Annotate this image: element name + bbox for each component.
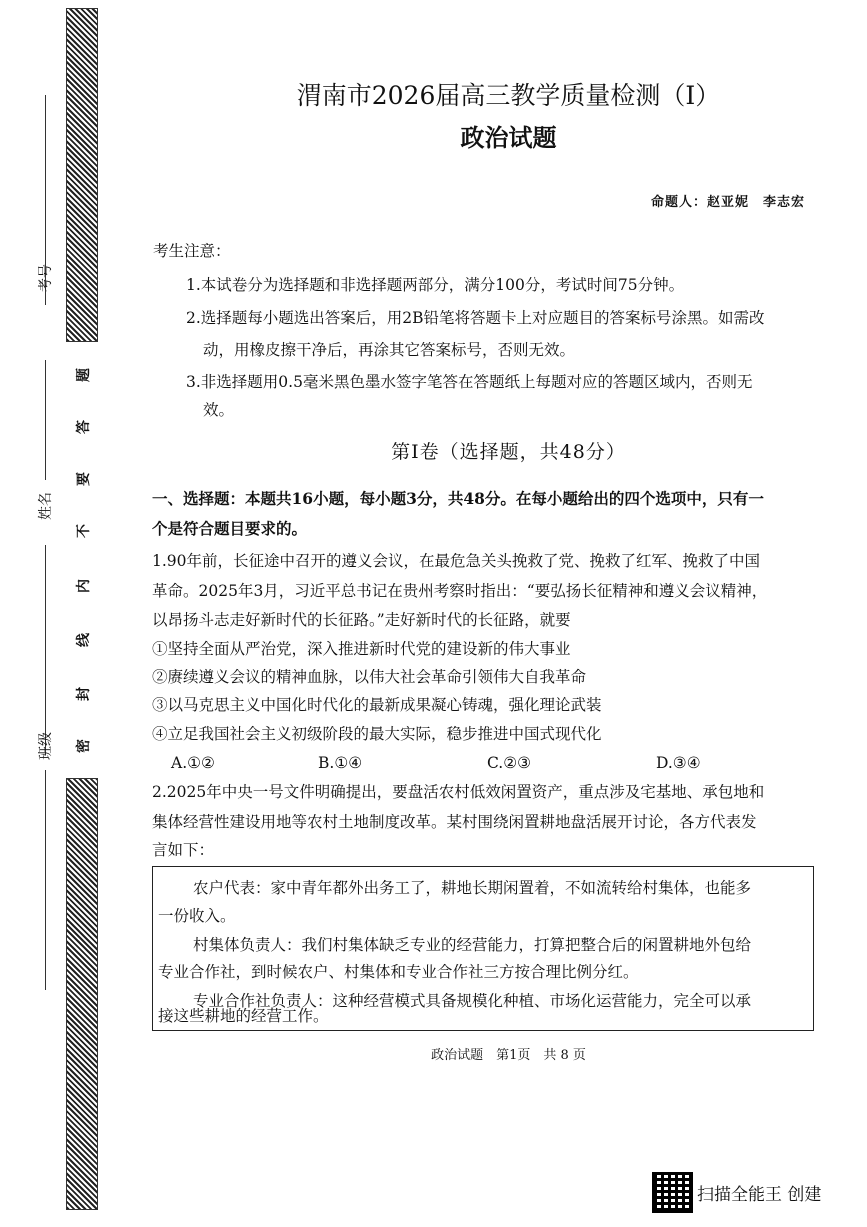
page-footer: 政治试题 第1页 共 8 页 bbox=[431, 1048, 586, 1063]
q1-option: C.②③ bbox=[487, 754, 532, 772]
notice-line: 动，用橡皮擦干净后，再涂其它答案标号，否则无效。 bbox=[203, 341, 576, 359]
xingming-underline bbox=[45, 360, 46, 480]
seal-char: 要 bbox=[76, 472, 92, 486]
banji-label: 班级 bbox=[38, 732, 54, 760]
instructions-line: 个是符合题目要求的。 bbox=[152, 519, 308, 538]
notice-line: 效。 bbox=[203, 401, 235, 419]
q1-item: ③以马克思主义中国化时代化的最新成果凝心铸魂，强化理论武装 bbox=[152, 696, 602, 714]
scanner-watermark: 扫描全能王 创建 bbox=[697, 1185, 822, 1205]
seal-char: 密 bbox=[76, 739, 92, 753]
exam-subtitle: 政治试题 bbox=[460, 123, 557, 152]
q1-option: B.①④ bbox=[318, 754, 363, 772]
q1-option: A.①② bbox=[171, 754, 215, 772]
q2-stem: 集体经营性建设用地等农村土地制度改革。某村围绕闲置耕地盘活展开讨论，各方代表发 bbox=[152, 813, 757, 831]
q1-stem: 革命。2025年3月，习近平总书记在贵州考察时指出：“要弘扬长征精神和遵义会议精神， bbox=[152, 582, 768, 600]
binding-hatch-top bbox=[66, 8, 98, 342]
exam-author: 命题人：赵亚妮 李志宏 bbox=[650, 195, 805, 210]
xingming-underline-2 bbox=[45, 545, 46, 755]
q1-stem: 1.90年前，长征途中召开的遵义会议，在最危急关头挽救了党、挽救了红军、挽救了中国 bbox=[152, 552, 761, 570]
xingming-label: 姓名 bbox=[38, 492, 54, 520]
q2-material-line: 农户代表：家中青年都外出务工了，耕地长期闲置着，不如流转给村集体，也能多 bbox=[193, 879, 752, 897]
q1-option: D.③④ bbox=[656, 754, 701, 772]
seal-char: 线 bbox=[76, 633, 92, 647]
seal-char: 不 bbox=[76, 524, 92, 538]
q1-item: ①坚持全面从严治党，深入推进新时代党的建设新的伟大事业 bbox=[152, 640, 571, 658]
qr-code-icon bbox=[652, 1172, 693, 1213]
section-title: 第Ⅰ卷（选择题，共48分） bbox=[391, 441, 626, 463]
q2-material-line: 一份收入。 bbox=[158, 907, 236, 925]
q2-material-line: 专业合作社负责人：这种经营模式具备规模化种植、市场化运营能力，完全可以承 bbox=[193, 992, 752, 1010]
instructions-line: 一、选择题：本题共16小题，每小题3分，共48分。在每小题给出的四个选项中，只有一 bbox=[152, 489, 764, 508]
q2-material-line: 专业合作社，到时候农户、村集体和专业合作社三方按合理比例分红。 bbox=[158, 963, 639, 981]
binding-hatch-bottom bbox=[66, 778, 98, 1210]
q1-stem: 以昂扬斗志走好新时代的长征路。”走好新时代的长征路，就要 bbox=[152, 611, 571, 629]
notice-heading: 考生注意： bbox=[153, 242, 231, 260]
kaohao-label: 考号 bbox=[38, 264, 54, 292]
q2-material-line: 接这些耕地的经营工作。 bbox=[158, 1007, 329, 1025]
exam-title: 渭南市2026届高三教学质量检测（Ⅰ） bbox=[296, 81, 721, 110]
q2-stem: 言如下： bbox=[152, 841, 215, 859]
notice-line: 3.非选择题用0.5毫米黑色墨水签字笔答在答题纸上每题对应的答题区域内，否则无 bbox=[186, 373, 753, 391]
q2-material-line: 村集体负责人：我们村集体缺乏专业的经营能力，打算把整合后的闲置耕地外包给 bbox=[193, 936, 752, 954]
notice-line: 1.本试卷分为选择题和非选择题两部分，满分100分，考试时间75分钟。 bbox=[186, 276, 685, 294]
seal-char: 封 bbox=[76, 687, 92, 701]
notice-line: 2.选择题每小题选出答案后，用2B铅笔将答题卡上对应题目的答案标号涂黑。如需改 bbox=[186, 309, 765, 327]
seal-char: 答 bbox=[76, 420, 92, 434]
q2-stem: 2.2025年中央一号文件明确提出，要盘活农村低效闲置资产，重点涉及宅基地、承包地和 bbox=[152, 783, 765, 801]
q1-item: ④立足我国社会主义初级阶段的最大实际，稳步推进中国式现代化 bbox=[152, 725, 602, 743]
q1-item: ②赓续遵义会议的精神血脉，以伟大社会革命引领伟大自我革命 bbox=[152, 668, 587, 686]
banji-underline bbox=[45, 770, 46, 990]
seal-char: 题 bbox=[76, 368, 92, 382]
seal-char: 内 bbox=[76, 579, 92, 593]
